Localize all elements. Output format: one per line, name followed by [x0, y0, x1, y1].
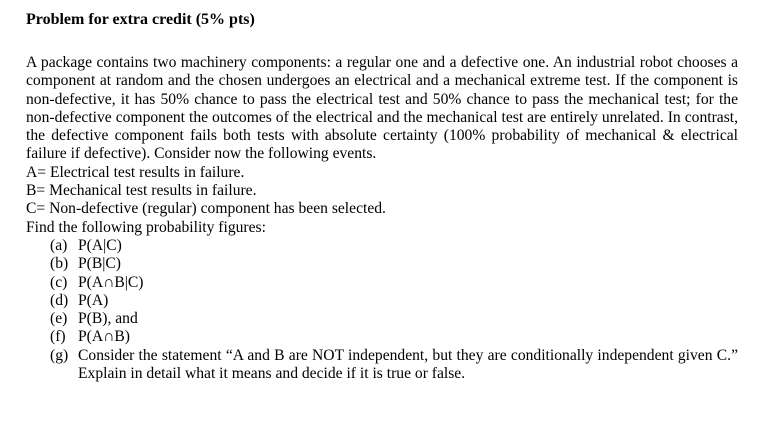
list-item — [26, 255, 738, 273]
list-item — [26, 347, 738, 384]
item-label: (g) — [50, 346, 69, 364]
item-text: P(A|C) — [78, 236, 122, 254]
event-b: B= Mechanical test results in failure. — [26, 182, 257, 200]
list-item — [26, 237, 738, 255]
item-label: (d) — [50, 291, 69, 309]
item-text: P(A∩B) — [78, 328, 130, 346]
list-item — [26, 292, 738, 310]
item-label: (a) — [50, 236, 68, 254]
item-text: P(B|C) — [78, 255, 121, 273]
item-text: Consider the statement “A and B are NOT independent, but they are conditionally independent given C.” Explain in detail what it means and decide if it is true or false. — [78, 346, 738, 383]
item-label: (b) — [50, 255, 69, 273]
question-list — [26, 237, 738, 383]
list-item — [26, 328, 738, 346]
item-label: (f) — [50, 328, 66, 346]
item-label: (c) — [50, 273, 68, 291]
problem-document — [26, 10, 738, 383]
problem-intro: A package contains two machinery components: a regular one and a defective one. An industrial robot chooses a component at random and the chosen undergoes an electrical and a mechanical extreme test. If the component is non-defective, it has 50% chance to pass the electrical test and 50% chance to pass the mechanical test; for the non-defective component the outcomes of the electrical and the mechanical test are entirely unrelated. In contrast, the defective component fails both tests with absolute certainty (100% probability of mechanical & electrical failure if defective). Consider now the following events. — [26, 54, 738, 163]
item-label: (e) — [50, 310, 68, 328]
list-item — [26, 310, 738, 328]
item-text: P(B), and — [78, 310, 138, 328]
event-c: C= Non-defective (regular) component has been selected. — [26, 200, 386, 218]
list-item — [26, 274, 738, 292]
problem-title: Problem for extra credit (5% pts) — [26, 11, 255, 28]
item-text: P(A∩B|C) — [78, 273, 144, 291]
item-text: P(A) — [78, 291, 109, 309]
find-instruction: Find the following probability figures: — [26, 218, 266, 236]
event-a: A= Electrical test results in failure. — [26, 163, 245, 181]
